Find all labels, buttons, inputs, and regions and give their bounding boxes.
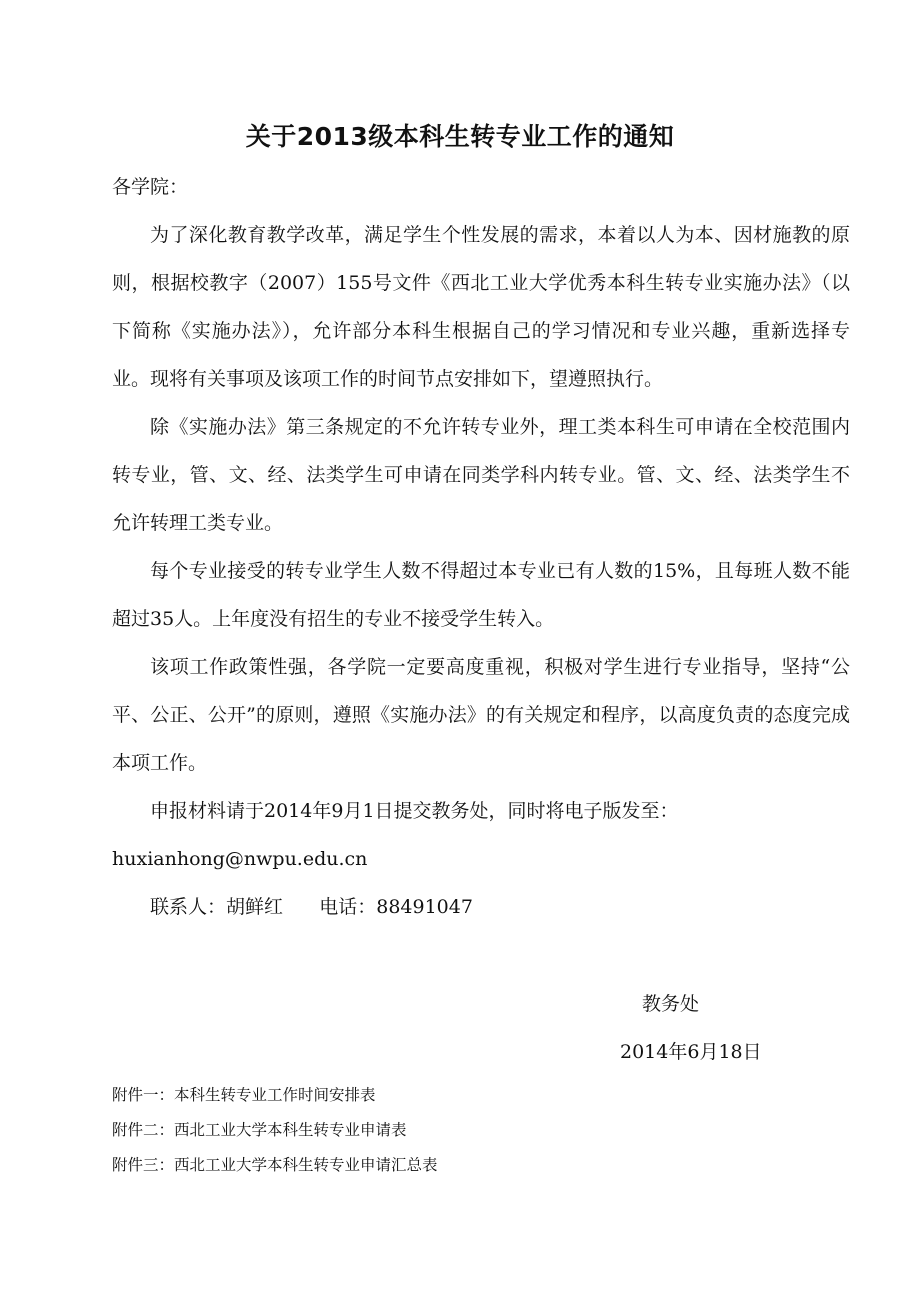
contact-line: 联系人：胡鲜红 电话：88491047 <box>150 896 473 918</box>
paragraph-scope: 除《实施办法》第三条规定的不允许转专业外，理工类本科生可申请在全校范围内转专业，管、文、经、法类学生可申请在同类学科内转专业。管、文、经、法类学生不允许转理工类专业。 <box>112 416 850 534</box>
signature-department: 教务处 <box>642 993 700 1015</box>
paragraph-submission: 申报材料请于2014年9月1日提交教务处，同时将电子版发至： <box>150 800 679 822</box>
document-title: 关于2013级本科生转专业工作的通知 <box>245 122 675 151</box>
attachment-item: 附件一：本科生转专业工作时间安排表 <box>112 1086 376 1104</box>
attachments-list <box>112 1078 438 1183</box>
signature-block <box>620 980 820 1076</box>
paragraph-intro: 为了深化教育教学改革，满足学生个性发展的需求，本着以人为本、因材施教的原则，根据校教字（2007）155号文件《西北工业大学优秀本科生转专业实施办法》（以下简称《实施办法》），允许部分本科生根据自己的学习情况和专业兴趣，重新选择专业。现将有关事项及该项工作的时间节点安排如下，望遵照执行。 <box>112 224 850 390</box>
paragraph-quota: 每个专业接受的转专业学生人数不得超过本专业已有人数的15%，且每班人数不能超过35人。上年度没有招生的专业不接受学生转入。 <box>112 560 850 630</box>
salutation: 各学院： <box>112 176 189 198</box>
paragraph-policy: 该项工作政策性强，各学院一定要高度重视，积极对学生进行专业指导，坚持“公平、公正、公开”的原则，遵照《实施办法》的有关规定和程序，以高度负责的态度完成本项工作。 <box>112 656 850 774</box>
signature-date: 2014年6月18日 <box>620 1041 762 1063</box>
attachment-item: 附件二：西北工业大学本科生转专业申请表 <box>112 1121 407 1139</box>
document-body <box>112 211 850 931</box>
attachment-item: 附件三：西北工业大学本科生转专业申请汇总表 <box>112 1156 438 1174</box>
email-link[interactable]: huxianhong@nwpu.edu.cn <box>112 848 368 870</box>
